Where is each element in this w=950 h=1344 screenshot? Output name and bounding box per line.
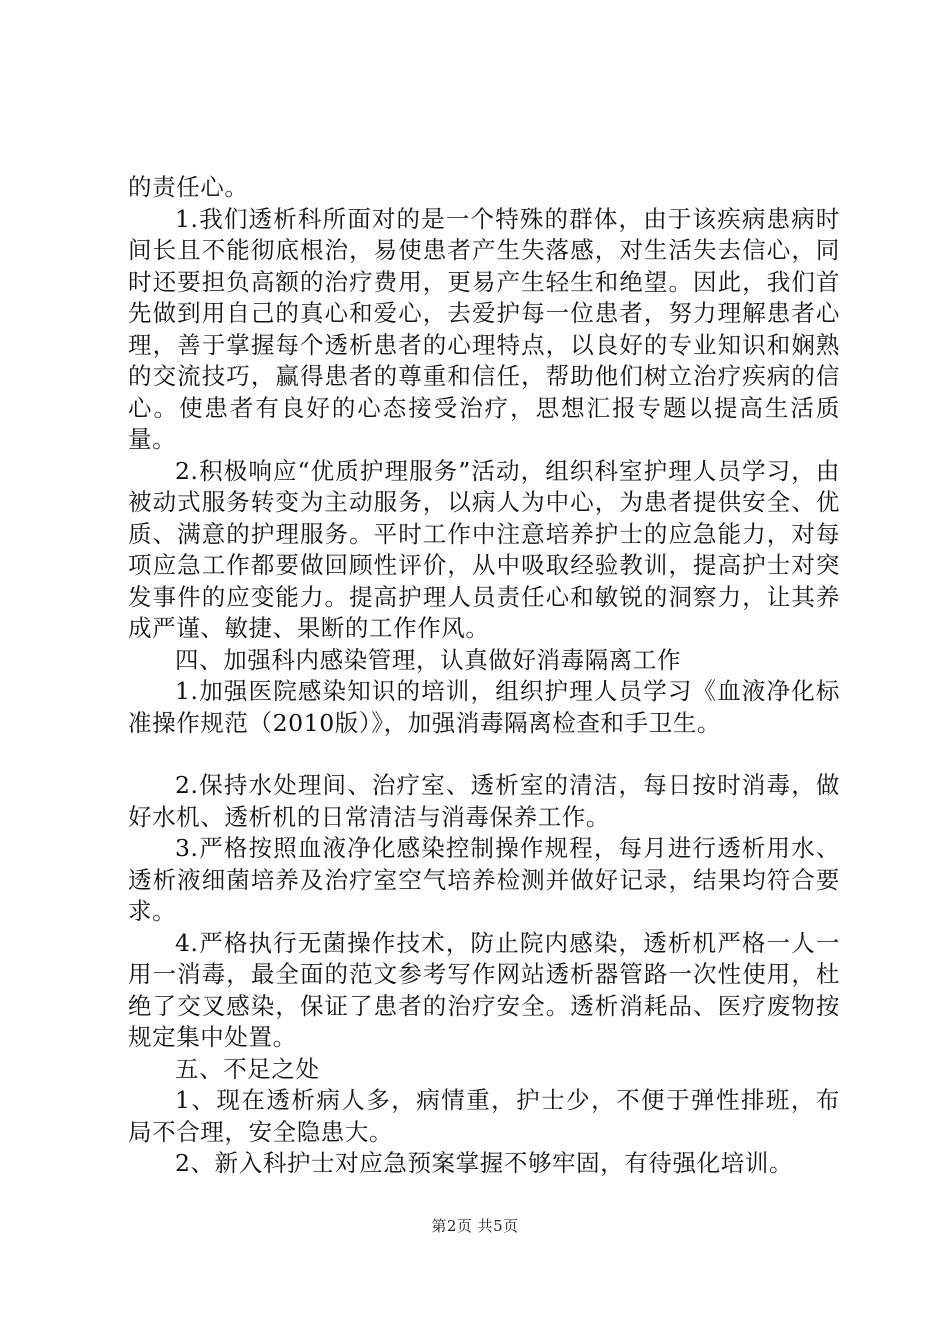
section-heading-infection-control: 四、加强科内感染管理，认真做好消毒隔离工作 xyxy=(175,645,682,674)
section-heading-shortcomings: 五、不足之处 xyxy=(175,1054,320,1083)
paragraph-item-1-training: 1.加强医院感染知识的培训，组织护理人员学习《血液净化标准操作规范（2010版）》，加强消毒隔离检查和手卫生。 xyxy=(128,677,840,737)
paragraph-item-4-aseptic: 4.严格执行无菌操作技术，防止院内感染，透析机严格一人一用一消毒，最全面的范文参考写作网站透析器管路一次性使用，杜绝了交叉感染，保证了患者的治疗安全。透析消耗品、医疗废物按规定集中处置。 xyxy=(128,928,840,1051)
paragraph-shortcoming-1: 1、现在透析病人多，病情重，护士少，不便于弹性排班，布局不合理，安全隐患大。 xyxy=(128,1086,840,1146)
document-body xyxy=(128,172,840,1180)
paragraph-item-2-quality-service: 2.积极响应“优质护理服务”活动，组织科室护理人员学习，由被动式服务转变为主动服务，以病人为中心，为患者提供安全、优质、满意的护理服务。平时工作中注意培养护士的应急能力，对每项应急工作都要做回顾性评价，从中吸取经验教训，提高护士对突发事件的应变能力。提高护理人员责任心和敏锐的洞察力，让其养成严谨、敏捷、果断的工作作风。 xyxy=(128,456,840,642)
paragraph-item-1-patient-care: 1.我们透析科所面对的是一个特殊的群体，由于该疾病患病时间长且不能彻底根治，易使患者产生失落感，对生活失去信心，同时还要担负高额的治疗费用，更易产生轻生和绝望。因此，我们首先做到用自己的真心和爱心，去爱护每一位患者，努力理解患者心理，善于掌握每个透析患者的心理特点，以良好的专业知识和娴熟的交流技巧，赢得患者的尊重和信任，帮助他们树立治疗疾病的信心。使患者有良好的心态接受治疗，思想汇报专题以提高生活质量。 xyxy=(128,204,840,453)
paragraph-continuation: 的责任心。 xyxy=(128,173,249,201)
paragraph-shortcoming-2: 2、新入科护士对应急预案掌握不够牢固，有待强化培训。 xyxy=(175,1149,794,1177)
paragraph-item-3-monitoring: 3.严格按照血液净化感染控制操作规程，每月进行透析用水、透析液细菌培养及治疗室空气培养检测并做好记录，结果均符合要求。 xyxy=(128,834,840,925)
page-number-footer: 第2页 共5页 xyxy=(431,1217,519,1235)
paragraph-item-2-cleaning: 2.保持水处理间、治疗室、透析室的清洁，每日按时消毒，做好水机、透析机的日常清洁与消毒保养工作。 xyxy=(128,771,840,831)
